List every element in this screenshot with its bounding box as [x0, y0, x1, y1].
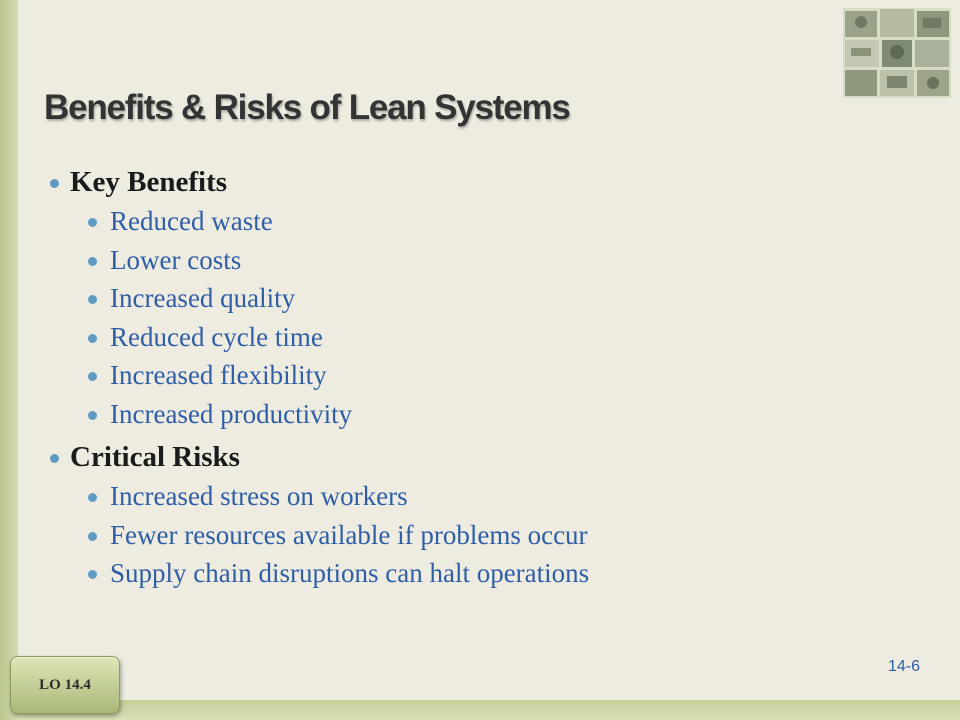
list-item: Reduced cycle time: [88, 318, 930, 357]
list-item: Reduced waste: [88, 202, 930, 241]
benefits-list: [50, 202, 930, 433]
photo-collage-image: [843, 8, 951, 98]
left-accent-stripe: [0, 0, 18, 720]
bullet-icon: [88, 570, 97, 579]
slide-content: [50, 162, 930, 593]
bullet-icon: [88, 334, 97, 343]
section-heading-text: Key Benefits: [70, 166, 228, 198]
bullet-icon: [88, 257, 97, 266]
list-item: Increased productivity: [88, 395, 930, 434]
section-heading-text: Critical Risks: [70, 441, 240, 473]
list-item: Increased stress on workers: [88, 477, 930, 516]
page-number: 14-6: [887, 658, 920, 675]
section-key-benefits: [50, 162, 930, 433]
list-item: Lower costs: [88, 241, 930, 280]
bottom-accent-stripe: [18, 700, 960, 720]
bullet-icon: [88, 532, 97, 541]
bullet-icon: [50, 179, 59, 188]
section-heading: [50, 162, 930, 202]
learning-objective-badge: LO 14.4: [10, 656, 120, 714]
bullet-icon: [88, 372, 97, 381]
bullet-icon: [88, 411, 97, 420]
section-heading: [50, 437, 930, 477]
bullet-icon: [50, 454, 59, 463]
bullet-icon: [88, 218, 97, 227]
risks-list: [50, 477, 930, 593]
list-item: Increased quality: [88, 279, 930, 318]
bullet-icon: [88, 493, 97, 502]
section-critical-risks: [50, 437, 930, 593]
list-item: Fewer resources available if problems occur: [88, 516, 930, 555]
slide-title: Benefits & Risks of Lean Systems: [44, 88, 570, 127]
list-item: Supply chain disruptions can halt operations: [88, 554, 930, 593]
bullet-icon: [88, 295, 97, 304]
list-item: Increased flexibility: [88, 356, 930, 395]
